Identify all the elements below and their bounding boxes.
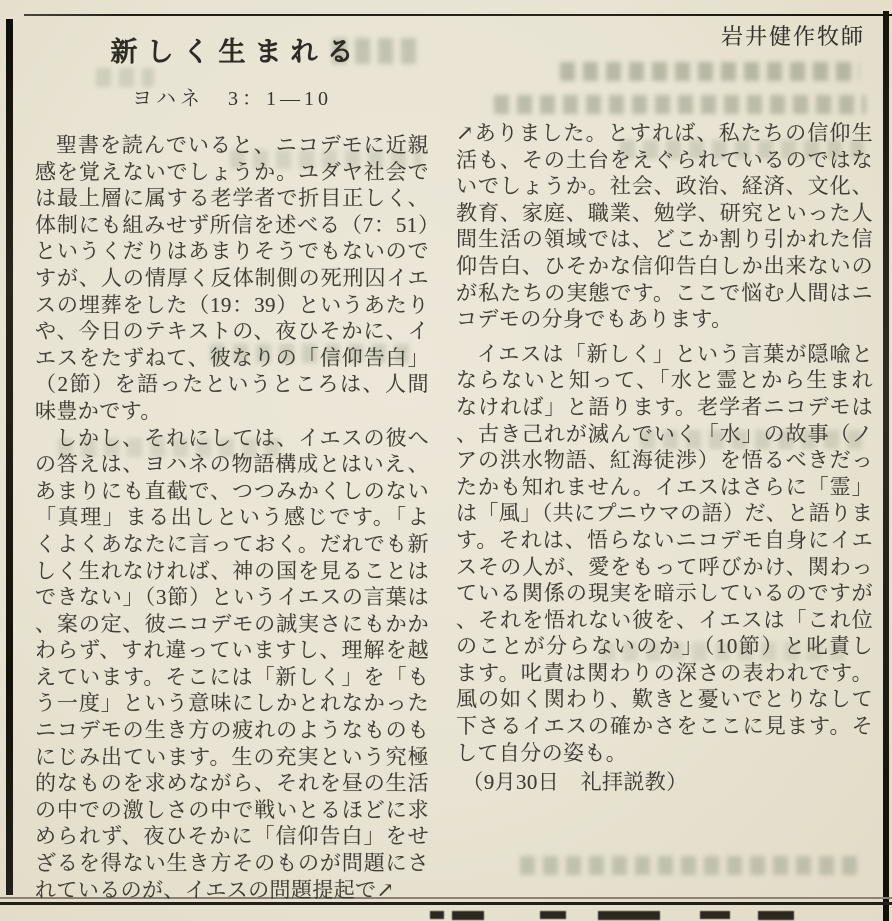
sermon-date-note: （9月30日 礼拝説教） [462, 770, 688, 795]
cropped-glyph [540, 911, 566, 919]
top-border-rule [24, 14, 892, 16]
article-title: 新しく生まれる [110, 37, 363, 67]
cropped-glyph [430, 911, 444, 919]
right-border-bar [883, 11, 889, 921]
body-paragraph: しかし、それにしては、イエスの彼への答えは、ヨハネの物語構成とはいえ、あまりにも直截で、つつみかくしのない「真理」まる出しという感じです。「よくよくあなたに言っておく。だれでも新しく生れなければ、神の国を見ることはできない」（3節）というイエスの言葉は、案の定、彼ニコデモの誠実さにもかかわらず、すれ違っていますし、理解を越えています。そこには「新しく」を「もう一度」という意味にしかとれなかったニコデモの生き方の疲れのようなものもにじみ出ています。生の充実という究極的なものを求めながら、それを昼の生活の中での激しさの中で戦いとるほどに求められず、夜ひそかに「信仰告白」をせざるを得ない生き方そのものが問題にされているのが、イエスの問題提起で↗ [35, 425, 429, 902]
bleedthrough-smudge [520, 856, 862, 875]
scripture-reference: ヨハネ 3：1—10 [132, 88, 332, 110]
cropped-glyph [758, 911, 794, 920]
left-column [35, 26, 429, 903]
right-column [456, 20, 873, 796]
body-paragraph: イエスは「新しく」という言葉が隠喩とならないと知って、「水と霊とから生まれなければ」と語ります。老学者ニコデモは、古き己れが滅んでいく「水」の故事（ノアの洪水物語、紅海徒渉）を悟るべきだったかも知れません。イエスはさらに「霊」は「風」（共にプニウマの語）だ、と語ります。それは、悟らないニコデモ自身にイエスその人が、愛をもって呼びかけ、関わっている関係の現実を暗示しているのですが、それを悟れない彼を、イエスは「これ位のことが分らないのか」（10節）と叱責します。叱責は関わりの深さの表われです。風の如く関わり、歎きと憂いでとりなして下さるイエスの確かさをここに見ます。そして自分の姿も。 [456, 341, 873, 765]
cropped-glyph [452, 911, 484, 920]
cropped-glyph [598, 911, 660, 920]
cropped-next-article-heading [0, 908, 892, 921]
body-paragraph: 聖書を読んでいると、ニコデモに近親感を覚えないでしょうか。ユダヤ社会では最上層に属する老学者で折目正しく、体制にも組みせず所信を述べる（7：51）というくだりはあまりそうでもないのですが、人の情厚く反体制側の死刑囚イエスの埋葬をした（19：39）というあたりや、今日のテキストの、夜ひそかに、イエスをたずねて、彼なりの「信仰告白」（2節）を語ったというところは、人間味豊かです。 [35, 133, 429, 423]
cropped-glyph [700, 911, 730, 919]
author-name: 岩井健作牧師 [720, 24, 865, 49]
left-border-bar [6, 19, 13, 895]
body-paragraph-continuation: ↗ありました。とすれば、私たちの信仰生活も、その土台をえぐられているのではないでしょうか。社会、政治、経済、文化、教育、家庭、職業、勉学、研究といった人間生活の領域では、どこか割り引かれた信仰告白、ひそかな信仰告白しか出来ないのが私たちの実態です。ここで悩む人間はニコデモの分身でもあります。 [456, 121, 873, 332]
